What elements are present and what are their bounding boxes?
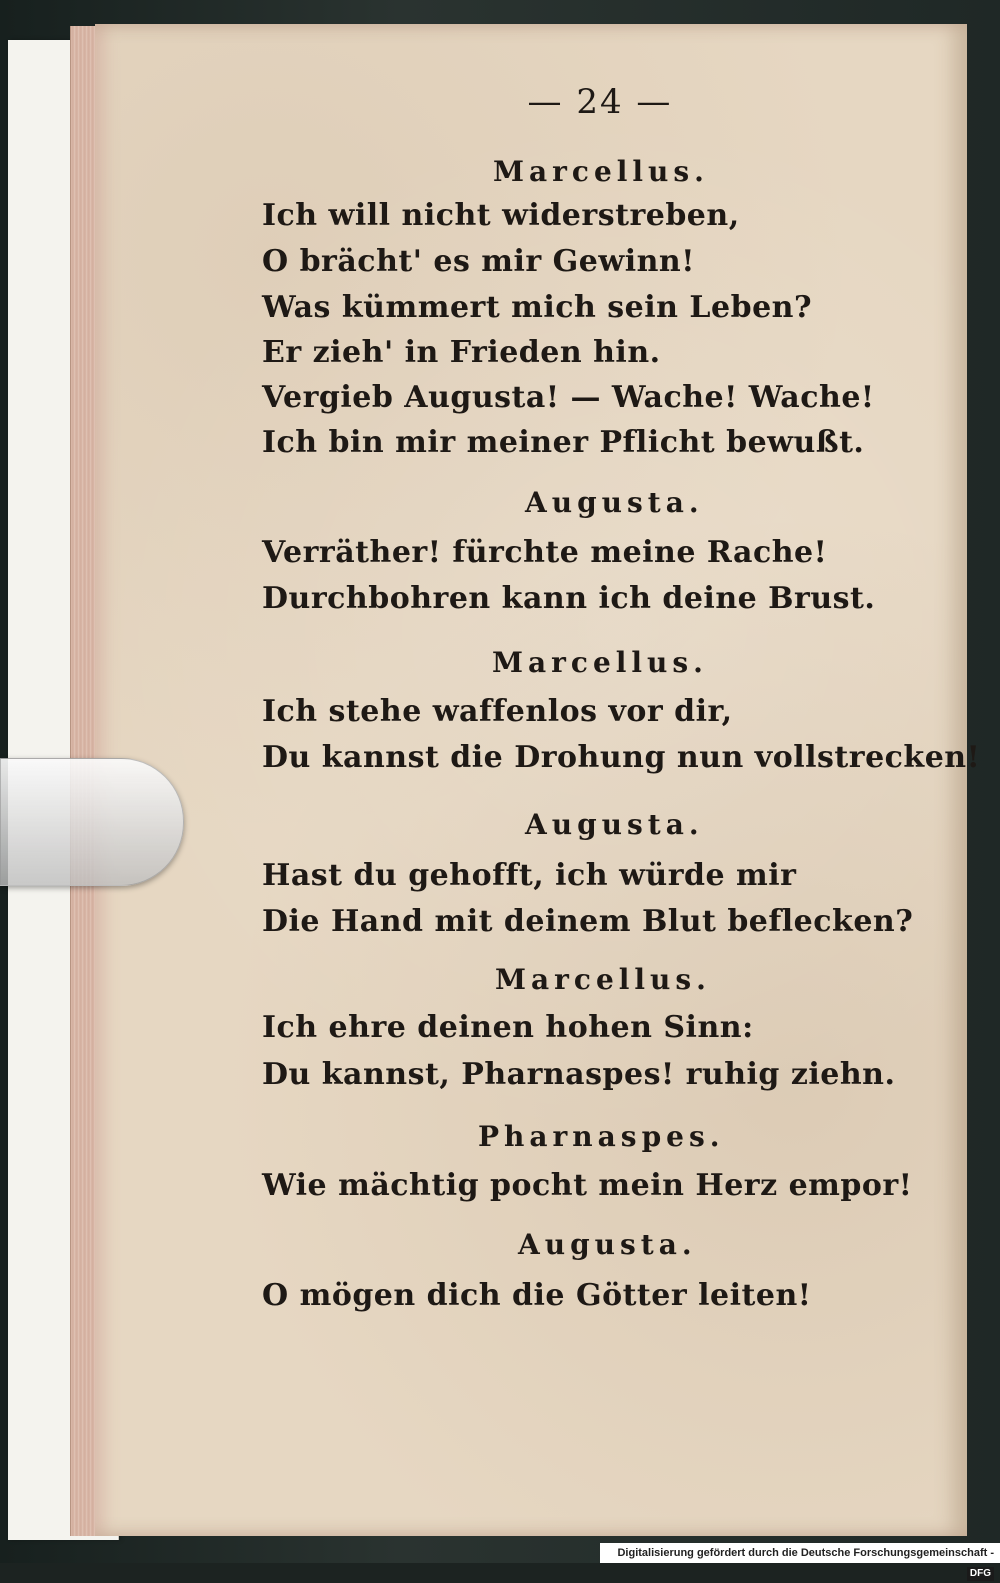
verse-line: Ich stehe waffenlos vor dir,	[262, 694, 733, 729]
verse-line: Was kümmert mich sein Leben?	[262, 290, 813, 325]
verse-line: Die Hand mit deinem Blut beflecken?	[262, 904, 914, 939]
verse-line: O mögen dich die Götter leiten!	[262, 1278, 812, 1313]
digitization-credit	[600, 1543, 1000, 1579]
verse-line: Durchbohren kann ich deine Brust.	[262, 581, 876, 616]
verse-line: Vergieb Augusta! — Wache! Wache!	[262, 380, 875, 415]
speaker-name: Marcellus.	[493, 155, 709, 188]
speaker-name: Marcellus.	[495, 963, 711, 996]
speaker-name: Augusta.	[518, 1228, 697, 1261]
verse-line: Du kannst die Drohung nun vollstrecken!	[262, 740, 981, 775]
verse-line: Er zieh' in Frieden hin.	[262, 335, 661, 370]
verse-line: Ich ehre deinen hohen Sinn:	[262, 1010, 754, 1045]
speaker-name: Marcellus.	[492, 646, 708, 679]
page-number: — 24 —	[527, 82, 673, 122]
verse-line: Hast du gehofft, ich würde mir	[262, 858, 797, 893]
verse-line: Du kannst, Pharnaspes! ruhig ziehn.	[262, 1057, 896, 1092]
speaker-name: Pharnaspes.	[478, 1120, 725, 1153]
speaker-name: Augusta.	[525, 808, 704, 841]
speaker-name: Augusta.	[525, 486, 704, 519]
verse-line: Ich bin mir meiner Pflicht bewußt.	[262, 425, 865, 460]
verse-line: Wie mächtig pocht mein Herz empor!	[262, 1168, 913, 1203]
verse-line: O brächt' es mir Gewinn!	[262, 244, 695, 279]
dfg-logo: DFG	[967, 1567, 994, 1581]
credit-text: Digitalisierung gefördert durch die Deutsche Forschungsgemeinschaft -	[617, 1547, 994, 1559]
verse-line: Ich will nicht widerstreben,	[262, 198, 740, 233]
verse-line: Verräther! fürchte meine Rache!	[262, 535, 828, 570]
